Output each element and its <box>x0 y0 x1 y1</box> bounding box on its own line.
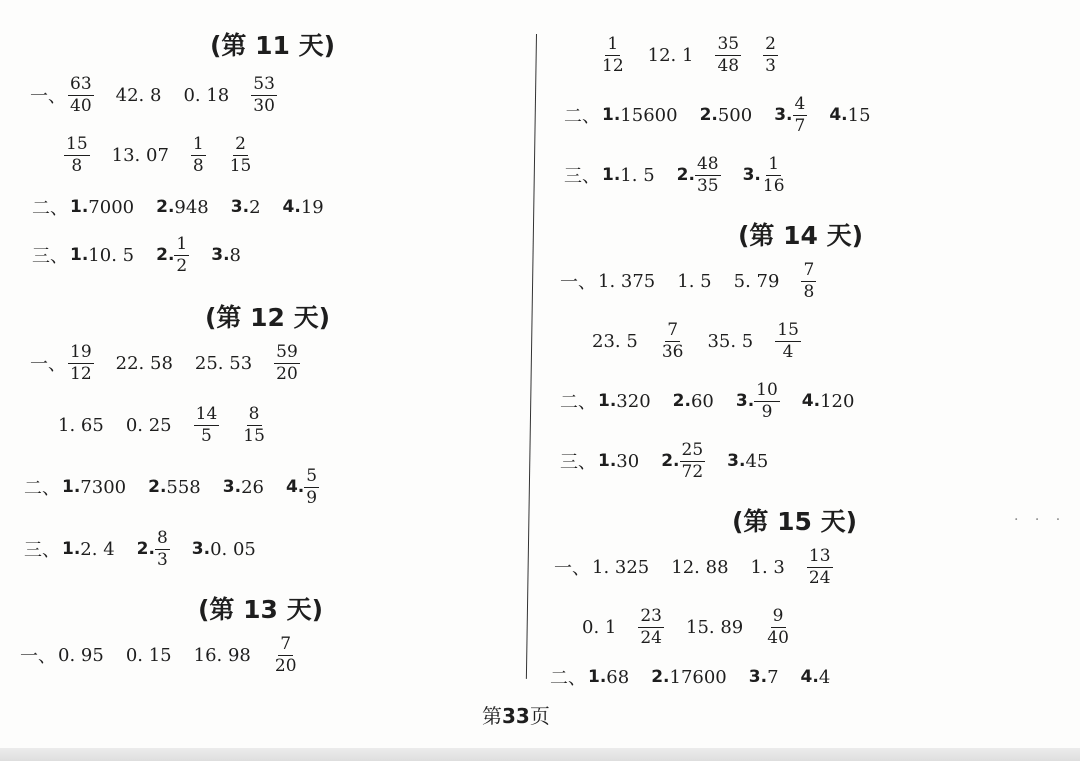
answer-item <box>661 439 705 482</box>
question-number: 2. <box>699 105 718 125</box>
section-label: 三、 <box>24 540 60 561</box>
question-number: 1. <box>598 391 617 411</box>
fraction-numerator: 25 <box>681 439 704 460</box>
answer-item <box>126 645 172 666</box>
question-number: 1. <box>70 245 89 265</box>
question-number: 3. <box>191 539 211 559</box>
fraction-denominator: 4 <box>782 341 794 362</box>
fraction-denominator: 36 <box>661 341 684 362</box>
answer-value: 1. 3 <box>750 556 785 578</box>
fraction <box>194 403 220 446</box>
fraction-denominator: 12 <box>70 363 92 384</box>
answer-item <box>70 197 134 218</box>
fraction-denominator: 8 <box>192 155 204 176</box>
answer-item <box>707 331 753 352</box>
answer-value: 0. 18 <box>183 84 230 106</box>
section-label: 一、 <box>20 646 56 667</box>
answer-value: 19 <box>300 196 324 218</box>
answer-value: 7000 <box>88 196 135 218</box>
answer-item <box>765 605 791 648</box>
fraction-denominator: 40 <box>767 627 789 648</box>
question-number: 3. <box>230 197 250 217</box>
answer-item <box>211 245 241 266</box>
page-number-value: 33 <box>502 704 530 728</box>
section-label: 二、 <box>564 106 600 127</box>
fraction-numerator: 13 <box>808 545 831 566</box>
answer-item <box>802 391 855 412</box>
fraction <box>763 33 778 76</box>
fraction-denominator: 7 <box>794 115 806 136</box>
answer-row <box>24 462 341 512</box>
day-heading: (第 11 天) <box>210 31 336 60</box>
answer-value: 35. 5 <box>707 330 754 352</box>
fraction-denominator: 30 <box>253 95 275 116</box>
fraction-denominator: 72 <box>681 461 704 482</box>
answer-item <box>686 617 743 638</box>
answer-item <box>588 667 629 688</box>
fraction <box>228 133 254 176</box>
answer-value: 17600 <box>669 666 727 688</box>
fraction-numerator: 19 <box>70 341 92 362</box>
answer-item <box>58 645 104 666</box>
answer-item <box>195 353 252 374</box>
section-label: 三、 <box>32 246 68 267</box>
question-number: 2. <box>148 477 167 497</box>
fraction-denominator: 3 <box>156 549 168 570</box>
answer-item <box>68 341 94 384</box>
section-label: 一、 <box>560 272 596 293</box>
answer-value: 0. 15 <box>125 644 172 666</box>
answer-value: 1. 5 <box>620 164 655 186</box>
question-number: 3. <box>735 391 755 411</box>
answer-value: 15 <box>847 104 871 126</box>
answer-item <box>273 633 299 676</box>
answer-value: 23. 5 <box>592 330 638 352</box>
answer-item <box>231 197 261 218</box>
answer-value: 0. 05 <box>210 538 256 560</box>
fraction <box>807 545 833 588</box>
answer-row <box>560 436 790 486</box>
answer-item <box>62 477 126 498</box>
fraction-numerator: 5 <box>306 465 318 486</box>
question-number: 4. <box>829 105 848 125</box>
answer-item <box>582 617 616 638</box>
answer-item <box>285 465 319 508</box>
answer-item <box>734 271 780 292</box>
answer-value: 320 <box>616 390 651 412</box>
fraction-numerator: 9 <box>772 605 784 626</box>
answer-item <box>191 133 206 176</box>
question-number: 1. <box>62 477 81 497</box>
answer-value: 0. 1 <box>582 616 617 638</box>
fraction-numerator: 35 <box>717 33 740 54</box>
fraction-numerator: 15 <box>777 319 799 340</box>
answer-row <box>564 90 893 140</box>
question-number: 1. <box>70 197 89 217</box>
section-label: 二、 <box>550 668 586 689</box>
fraction-denominator: 20 <box>276 363 298 384</box>
answer-row <box>32 230 263 280</box>
fraction-denominator: 20 <box>274 655 297 676</box>
answer-item <box>116 85 162 106</box>
fraction-denominator: 9 <box>761 401 773 422</box>
question-number: 2. <box>136 539 155 559</box>
page-number-suffix: 页 <box>529 704 550 728</box>
answer-item <box>192 539 256 560</box>
question-number: 4. <box>801 391 821 411</box>
fraction <box>761 153 787 196</box>
answer-value: 120 <box>820 390 855 412</box>
answer-item <box>241 403 267 446</box>
answer-item <box>829 105 870 126</box>
scan-edge <box>0 748 1080 761</box>
answer-item <box>70 245 134 266</box>
fraction-numerator: 23 <box>640 605 662 626</box>
fraction <box>251 73 277 116</box>
answer-value: 8 <box>229 244 241 266</box>
fraction-numerator: 63 <box>70 73 92 94</box>
column-divider <box>526 34 537 679</box>
day-heading: (第 12 天) <box>205 303 331 332</box>
answer-item <box>274 341 300 384</box>
fraction-numerator: 10 <box>756 379 778 400</box>
answer-value: 1. 375 <box>598 270 656 292</box>
question-number: 2. <box>672 391 691 411</box>
fraction <box>695 153 721 196</box>
section-label: 二、 <box>560 392 596 413</box>
fraction-denominator: 15 <box>229 155 252 176</box>
fraction <box>274 341 300 384</box>
answer-item <box>64 133 90 176</box>
fraction-numerator: 2 <box>765 33 776 54</box>
fraction <box>715 33 741 76</box>
answer-item <box>801 667 831 688</box>
fraction-denominator: 3 <box>765 55 776 76</box>
fraction-denominator: 35 <box>696 175 719 196</box>
answer-item <box>774 93 807 136</box>
fraction-numerator: 14 <box>195 403 218 424</box>
answer-value: 30 <box>616 450 640 472</box>
answer-value: 60 <box>690 390 714 412</box>
fraction-denominator: 16 <box>762 175 785 196</box>
section-label: 一、 <box>30 354 66 375</box>
fraction-denominator: 40 <box>70 95 92 116</box>
answer-item <box>673 391 714 412</box>
fraction <box>241 403 267 446</box>
fraction-denominator: 15 <box>243 425 265 446</box>
fraction-denominator: 24 <box>808 567 831 588</box>
answer-value: 948 <box>174 196 209 218</box>
fraction <box>155 527 170 570</box>
question-number: 4. <box>285 477 305 497</box>
answer-value: 558 <box>166 476 201 498</box>
answer-item <box>598 271 655 292</box>
fraction <box>191 133 206 176</box>
fraction-numerator: 1 <box>607 33 619 54</box>
fraction-numerator: 15 <box>66 133 88 154</box>
fraction-denominator: 8 <box>803 281 815 302</box>
answer-row <box>24 524 278 574</box>
question-number: 2. <box>676 165 695 185</box>
answer-row <box>32 182 346 232</box>
day-heading: (第 14 天) <box>738 221 864 250</box>
answer-item <box>58 415 104 436</box>
fraction-denominator: 12 <box>602 55 624 76</box>
answer-item <box>283 197 324 218</box>
fraction-numerator: 8 <box>248 403 260 424</box>
fraction-numerator: 48 <box>696 153 719 174</box>
fraction <box>754 379 780 422</box>
question-number: 3. <box>742 165 761 185</box>
answer-item <box>775 319 801 362</box>
answer-item <box>677 271 711 292</box>
question-number: 2. <box>651 667 670 687</box>
question-number: 1. <box>598 451 617 471</box>
fraction-numerator: 53 <box>253 73 275 94</box>
fraction <box>304 465 319 508</box>
question-number: 1. <box>588 667 607 687</box>
question-number: 3. <box>211 245 230 265</box>
answer-value: 1. 65 <box>58 414 104 436</box>
answer-value: 500 <box>717 104 753 126</box>
answer-item <box>763 33 778 76</box>
answer-value: 4 <box>818 666 831 688</box>
answer-item <box>676 153 721 196</box>
answer-item <box>156 233 189 276</box>
fraction-numerator: 7 <box>667 319 679 340</box>
answer-value: 16. 98 <box>193 644 251 666</box>
day-heading: (第 15 天) <box>732 507 858 536</box>
answer-value: 25. 53 <box>194 352 253 374</box>
answer-item <box>592 557 649 578</box>
answer-item <box>228 133 254 176</box>
answer-value: 13. 07 <box>111 144 169 166</box>
question-number: 4. <box>282 197 301 217</box>
answer-row <box>550 652 852 702</box>
answer-item <box>136 527 170 570</box>
question-number: 1. <box>602 105 621 125</box>
answer-item <box>660 319 686 362</box>
fraction <box>68 73 94 116</box>
section-label: 一、 <box>30 86 66 107</box>
answer-item <box>600 33 626 76</box>
section-label: 一、 <box>554 558 590 579</box>
answer-row <box>592 316 823 366</box>
fraction <box>793 93 808 136</box>
answer-value: 5. 79 <box>733 270 780 292</box>
answer-value: 1. 325 <box>592 556 650 578</box>
question-number: 1. <box>62 539 81 559</box>
answer-item <box>735 379 780 422</box>
fraction-numerator: 1 <box>176 233 188 254</box>
fraction-numerator: 8 <box>156 527 168 548</box>
answer-item <box>223 477 264 498</box>
answer-item <box>598 451 639 472</box>
answer-item <box>648 45 694 66</box>
answer-item <box>727 451 768 472</box>
answer-value: 12. 1 <box>647 44 694 66</box>
answer-value: 1. 5 <box>677 270 712 292</box>
answer-item <box>749 667 779 688</box>
question-number: 1. <box>602 165 621 185</box>
question-number: 3. <box>222 477 242 497</box>
question-number: 2. <box>156 245 175 265</box>
answer-item <box>742 153 787 196</box>
fraction <box>801 259 816 302</box>
section-label: 三、 <box>564 166 600 187</box>
fraction-numerator: 59 <box>276 341 298 362</box>
answer-row <box>554 542 855 592</box>
fraction-numerator: 4 <box>794 93 806 114</box>
answer-value: 7300 <box>80 476 127 498</box>
fraction <box>68 341 94 384</box>
fraction <box>600 33 626 76</box>
answer-row <box>30 338 322 388</box>
answer-value: 15600 <box>620 104 678 126</box>
page-number-prefix: 第 <box>482 704 502 728</box>
answer-item <box>700 105 753 126</box>
answer-item <box>251 73 277 116</box>
fraction <box>660 319 686 362</box>
answer-item <box>62 539 115 560</box>
question-number: 2. <box>661 451 680 471</box>
question-number: 4. <box>800 667 819 687</box>
answer-value: 68 <box>606 666 630 688</box>
fraction-denominator: 24 <box>640 627 662 648</box>
answer-value: 15. 89 <box>686 616 744 638</box>
answer-item <box>598 391 651 412</box>
fraction <box>273 633 299 676</box>
fraction <box>638 605 664 648</box>
answer-value: 26 <box>241 476 264 498</box>
fraction <box>775 319 801 362</box>
answer-item <box>807 545 833 588</box>
answer-row <box>600 30 800 80</box>
fraction-denominator: 48 <box>717 55 740 76</box>
page-number <box>482 700 550 729</box>
fraction-numerator: 7 <box>280 633 292 654</box>
section-label: 三、 <box>560 452 596 473</box>
answer-item <box>183 85 229 106</box>
answer-item <box>148 477 201 498</box>
answer-row <box>582 602 813 652</box>
answer-item <box>602 165 655 186</box>
section-label: 二、 <box>32 198 68 219</box>
answer-item <box>116 353 173 374</box>
day-heading: (第 13 天) <box>198 595 324 624</box>
answer-value: 7 <box>767 666 779 688</box>
fraction <box>174 233 189 276</box>
answer-row <box>64 130 275 180</box>
answer-value: 42. 8 <box>115 84 162 106</box>
fraction-denominator: 9 <box>306 487 318 508</box>
answer-item <box>651 667 727 688</box>
answer-item <box>671 557 728 578</box>
answer-item <box>156 197 209 218</box>
scan-dots: · · · <box>1014 512 1067 528</box>
answer-item <box>638 605 664 648</box>
fraction-denominator: 2 <box>176 255 188 276</box>
answer-value: 12. 88 <box>671 556 729 578</box>
fraction <box>680 439 706 482</box>
question-number: 2. <box>156 197 175 217</box>
answer-value: 0. 25 <box>125 414 172 436</box>
answer-value: 22. 58 <box>115 352 173 374</box>
question-number: 3. <box>774 105 793 125</box>
answer-value: 0. 95 <box>58 644 104 666</box>
fraction-numerator: 2 <box>235 133 246 154</box>
answer-row <box>564 150 809 200</box>
answer-row <box>20 630 321 680</box>
answer-row <box>560 256 838 306</box>
answer-row <box>560 376 876 426</box>
answer-item <box>602 105 678 126</box>
answer-row <box>58 400 289 450</box>
answer-item <box>68 73 94 116</box>
answer-value: 2 <box>249 196 261 218</box>
fraction-numerator: 1 <box>768 153 780 174</box>
answer-item <box>801 259 816 302</box>
fraction-denominator: 5 <box>201 425 212 446</box>
answer-item <box>126 415 172 436</box>
fraction <box>765 605 791 648</box>
answer-value: 10. 5 <box>88 244 135 266</box>
answer-value: 2. 4 <box>80 538 115 560</box>
answer-row <box>30 70 299 120</box>
section-label: 二、 <box>24 478 60 499</box>
fraction-denominator: 8 <box>71 155 83 176</box>
fraction-numerator: 7 <box>803 259 815 280</box>
fraction-numerator: 1 <box>192 133 204 154</box>
question-number: 3. <box>727 451 746 471</box>
answer-item <box>751 557 785 578</box>
answer-item <box>194 645 251 666</box>
answer-item <box>592 331 638 352</box>
fraction <box>64 133 90 176</box>
answer-value: 45 <box>745 450 769 472</box>
answer-item <box>194 403 220 446</box>
answer-item <box>112 145 169 166</box>
question-number: 3. <box>748 667 768 687</box>
answer-item <box>715 33 741 76</box>
